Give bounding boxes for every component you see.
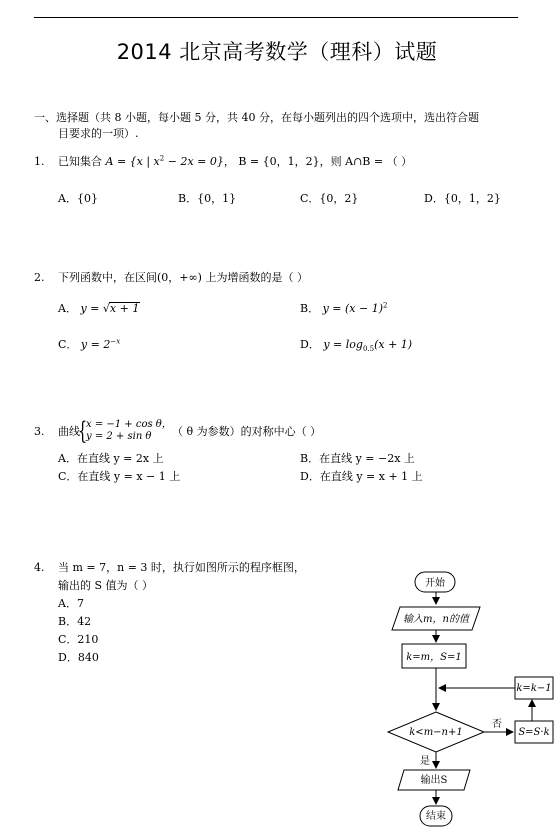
q3-stem-suffix: （ θ 为参数）的对称中心（ ） [172, 425, 322, 438]
q1-option-d: D．{0，1，2} [424, 192, 501, 205]
q3-brace: { [78, 417, 88, 445]
q4-option-b: B．42 [58, 615, 92, 628]
q3-equation-y: y = 2 + sin θ [86, 431, 152, 442]
q2-number: 2. [34, 271, 45, 284]
section-heading-line1: 一、选择题（共 8 小题，每小题 5 分，共 40 分，在每小题列出的四个选项中，选出符合题 [34, 111, 479, 124]
page-title: 2014 北京高考数学（理科）试题 [116, 40, 438, 64]
top-rule [34, 17, 518, 18]
section-heading-line2: 目要求的一项）. [58, 127, 139, 140]
q3-equation-x: x = −1 + cos θ， [86, 419, 172, 430]
q2-option-a: A． y = √x + 1 [58, 302, 140, 315]
q1-option-a: A．{0} [58, 192, 98, 205]
flowchart [380, 560, 554, 832]
flow-no-label: 否 [492, 719, 502, 730]
q1-number: 1. [34, 155, 45, 168]
q3-option-b: B．在直线 y = −2x 上 [300, 452, 415, 465]
flow-end-text: 结束 [426, 811, 446, 822]
flow-yes-label: 是 [420, 756, 430, 767]
q2-option-c: C． $y = 2^{-x}$ [58, 337, 121, 351]
q2-option-d: D． $y = \log_{0.5}(x + 1)$ [300, 338, 413, 354]
q3-option-c: C．在直线 y = x − 1 上 [58, 470, 181, 483]
q4-stem-line2: 输出的 S 值为（ ） [58, 579, 154, 592]
q1-stem: 已知集合 A = {x | $x^2 - 2x = 0$}， B = {0，1，2}，则 A∩B = （ ） [58, 154, 413, 168]
flow-output-text: 输出S [420, 775, 448, 786]
q2-stem: 下列函数中，在区间(0，+∞) 上为增函数的是（ ） [58, 271, 308, 284]
flow-input-text: 输入m，n的值 [403, 614, 469, 625]
flow-init-text: k=m，S=1 [406, 652, 462, 663]
q4-stem-line1: 当 m = 7，n = 3 时，执行如图所示的程序框图， [58, 561, 305, 574]
q4-option-a: A．7 [58, 597, 84, 610]
q3-option-a: A．在直线 y = 2x 上 [58, 452, 164, 465]
flow-condition-text: k<m−n+1 [409, 727, 463, 738]
flow-start-text: 开始 [425, 578, 445, 589]
q3-option-d: D．在直线 y = x + 1 上 [300, 470, 423, 483]
q1-option-b: B．{0，1} [178, 192, 237, 205]
flow-update-s-text: S=S·k [518, 727, 550, 738]
q3-stem-prefix: 曲线 [58, 425, 80, 438]
q3-number: 3. [34, 425, 45, 438]
q4-number: 4. [34, 561, 45, 574]
q4-option-c: C．210 [58, 633, 99, 646]
q2-option-b: B． $y = (x - 1)^2$ [300, 301, 388, 315]
q1-option-c: C．{0，2} [300, 192, 359, 205]
flow-update-k-text: k=k−1 [516, 683, 552, 694]
q4-option-d: D．840 [58, 651, 99, 664]
